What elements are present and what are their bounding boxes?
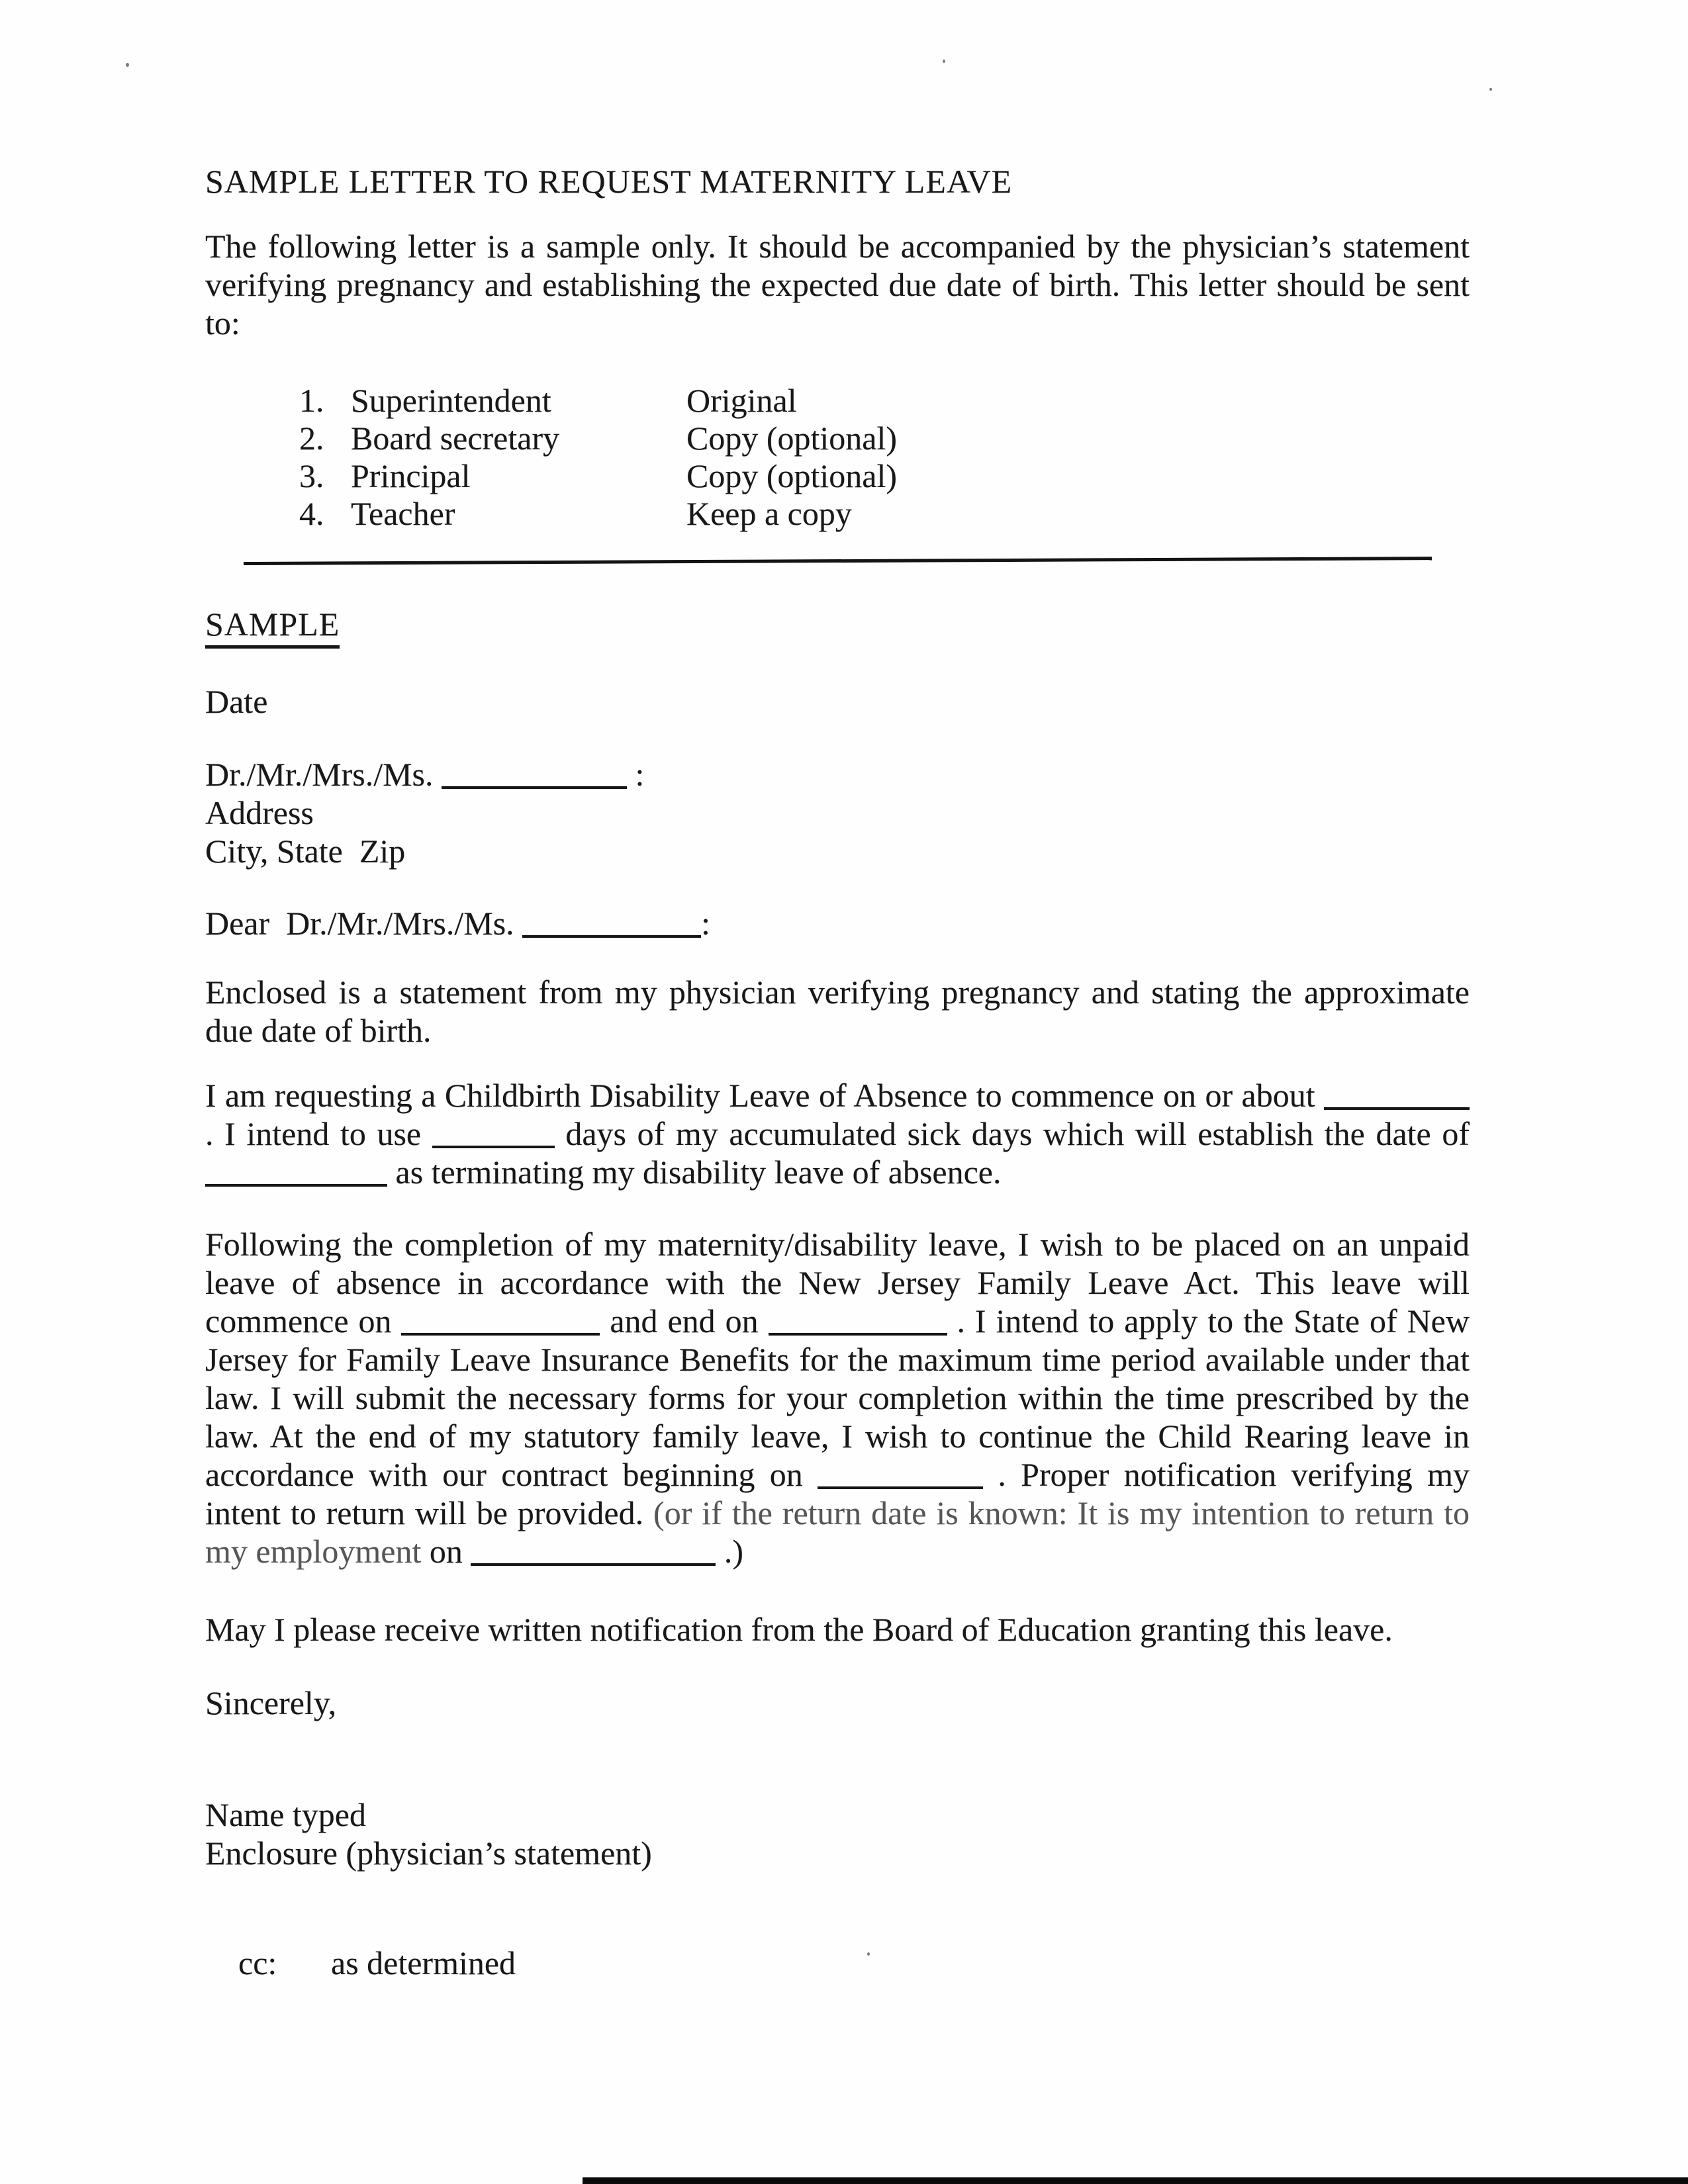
fill-in-blank (818, 1469, 983, 1490)
fill-in-blank (205, 1166, 387, 1187)
scan-speck (126, 63, 129, 67)
text-segment: : (627, 756, 645, 793)
text-segment: Dear Dr./Mr./Mrs./Ms. (205, 905, 523, 942)
text-segment: May I please receive written notification from the Board of Education granting this leave. (205, 1611, 1393, 1648)
recipient-city-line: City, State Zip (205, 833, 406, 870)
distribution-item-number: 3. (299, 457, 324, 494)
text-segment: Enclosed is a statement from my physician verifying pregnancy and stating the approximate due date of birth. (205, 974, 1470, 1049)
distribution-item (205, 495, 1470, 533)
distribution-item-handling: Keep a copy (686, 495, 852, 532)
text-segment: : (701, 905, 711, 942)
scan-speck (1489, 88, 1492, 91)
fill-in-blank (522, 917, 701, 938)
cc-line (205, 1905, 1470, 2021)
text-segment: I am requesting a Childbirth Disability Leave of Absence to commence on or about (205, 1077, 1324, 1114)
text-segment: days of my accumulated sick days which will establish the date of (554, 1115, 1470, 1152)
distribution-item (205, 457, 1470, 495)
text-segment: . I intend to use (205, 1115, 432, 1152)
distribution-item (205, 382, 1470, 420)
text-segment: and end on (600, 1302, 769, 1340)
fill-in-blank (442, 768, 627, 790)
greeting-line (205, 904, 1470, 942)
recipient-address-line: Address (205, 794, 314, 831)
scan-artifact-bar (583, 2177, 1688, 2184)
text-segment: on (429, 1533, 471, 1570)
recipient-salutation-line (205, 755, 1470, 794)
distribution-item-handling: Copy (optional) (686, 457, 898, 494)
sample-heading: SAMPLE (205, 605, 340, 649)
text-segment: . I intend to apply to the State of New Jersey for Family Leave Insurance Benefits for the maximum time period available under that law. I will submit the necessary forms for your completion within the time prescribed by the law. At the end of my statutory family leave, I wish to continue the Child Rearing leave in accordance with our contract beginning on (205, 1302, 1470, 1493)
fill-in-blank (401, 1315, 600, 1336)
distribution-item (205, 420, 1470, 457)
separator-line (243, 557, 1431, 565)
text-segment: .) (716, 1533, 743, 1570)
text-segment: Dr./Mr./Mrs./Ms. (205, 756, 442, 793)
distribution-item-recipient: Teacher (351, 495, 455, 532)
text-segment: as terminating my disability leave of absence. (387, 1154, 1002, 1191)
distribution-item-number: 2. (299, 420, 324, 457)
distribution-item-number: 1. (299, 382, 324, 419)
signature-name-line: Name typed (205, 1796, 366, 1833)
fill-in-blank (432, 1128, 555, 1149)
fill-in-blank (1324, 1089, 1470, 1111)
fill-in-blank (471, 1545, 716, 1567)
scan-speck (867, 1952, 870, 1956)
paragraph-enclosed (205, 973, 1470, 1050)
paragraph-request (205, 1076, 1470, 1191)
distribution-item-number: 4. (299, 495, 324, 532)
distribution-item-handling: Copy (optional) (686, 420, 898, 457)
text-segment: Following the completion of my maternity/disability leave, I wish to be placed on an unpaid leave of absence in accordance with the New Jersey Family Leave Act. This leave will commence on (205, 1226, 1470, 1340)
distribution-item-recipient: Superintendent (351, 382, 551, 419)
sample-heading-row (205, 605, 1470, 649)
date-line: Date (205, 683, 268, 720)
paragraph-notification (205, 1610, 1470, 1649)
text-segment: (or if the return date is known: It is my intention to return to my employment (205, 1494, 1470, 1570)
distribution-item-handling: Original (686, 382, 797, 419)
paragraph-family-leave (205, 1225, 1470, 1570)
page-title: SAMPLE LETTER TO REQUEST MATERNITY LEAVE (205, 163, 1013, 200)
signature-enclosure-line: Enclosure (physician’s statement) (205, 1835, 652, 1872)
signature-block (205, 1796, 1470, 1872)
distribution-item-recipient: Principal (351, 457, 471, 494)
distribution-item-recipient: Board secretary (351, 420, 560, 457)
scan-speck (943, 60, 945, 63)
cc-label: cc: (238, 1944, 277, 1981)
distribution-list (205, 382, 1470, 533)
cc-value: as determined (331, 1944, 516, 1981)
fill-in-blank (769, 1315, 947, 1336)
intro-paragraph: The following letter is a sample only. It should be accompanied by the physician’s statement verifying pregnancy and establishing the expected due date of birth. This letter should be sent to: (205, 228, 1470, 341)
closing-line: Sincerely, (205, 1684, 337, 1721)
text-segment: . Proper notification verifying my intent to return will be provided. (205, 1456, 1470, 1531)
